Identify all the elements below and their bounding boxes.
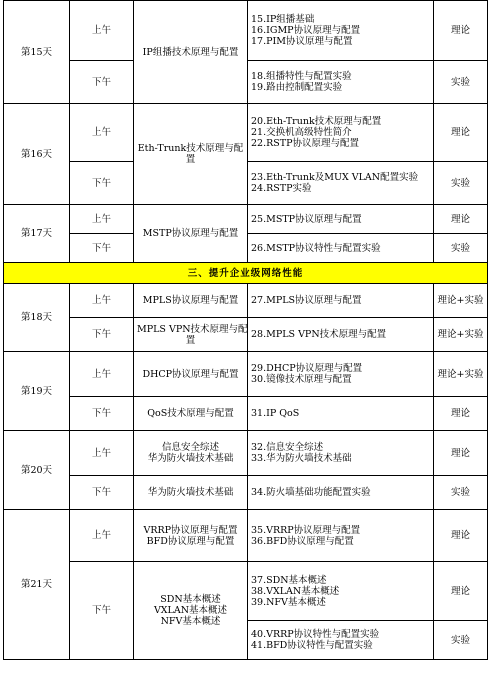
topic-line: 41.BFD协议特性与配置实验 [251, 640, 373, 651]
session-type: 理论+实验 [434, 352, 488, 397]
session-time: 下午 [70, 476, 134, 510]
course-line: 华为防火墙技术基础 [147, 487, 234, 498]
session-time: 下午 [70, 162, 134, 205]
day-label: 第16天 [4, 104, 70, 205]
course-line: NFV基本概述 [160, 616, 221, 627]
topic-list [248, 61, 434, 104]
day-label: 第17天 [4, 205, 70, 263]
topic-line: 16.IGMP协议原理与配置 [251, 25, 361, 36]
topic-line: 18.组播特性与配置实验 [251, 71, 352, 82]
course-line: VRRP协议原理与配置 [143, 524, 238, 536]
session-type: 理论 [434, 510, 488, 562]
topic-line: 26.MSTP协议特性与配置实验 [251, 242, 381, 254]
schedule-row [4, 476, 488, 510]
course-line: DHCP协议原理与配置 [142, 368, 239, 380]
section-header-row [4, 263, 488, 284]
day-label: 第19天 [4, 352, 70, 431]
session-time: 上午 [70, 1, 134, 61]
course-line: MPLS VPN技术原理与配 [137, 323, 248, 335]
topic-list [248, 162, 434, 205]
course-name [134, 510, 248, 562]
course-line: SDN基本概述 [160, 594, 221, 605]
topic-line: 22.RSTP协议原理与配置 [251, 138, 359, 149]
topic-list [248, 476, 434, 510]
topic-line: 27.MPLS协议原理与配置 [251, 295, 362, 306]
topic-list [248, 431, 434, 476]
topic-list [248, 205, 434, 234]
topic-line: 28.MPLS VPN技术原理与配置 [251, 329, 387, 340]
session-time: 下午 [70, 562, 134, 660]
session-type: 理论 [434, 205, 488, 234]
session-time: 上午 [70, 205, 134, 234]
session-type: 理论 [434, 397, 488, 431]
topic-line: 15.IP组播基础 [251, 14, 315, 25]
course-line: QoS技术原理与配置 [147, 408, 234, 419]
course-line: VXLAN基本概述 [153, 605, 228, 616]
topic-list [248, 104, 434, 162]
session-time: 上午 [70, 284, 134, 318]
topic-line: 39.NFV基本概述 [251, 596, 326, 608]
course-name [134, 431, 248, 476]
course-name [134, 284, 248, 318]
schedule-row [4, 284, 488, 318]
course-name [134, 352, 248, 397]
schedule-row [4, 431, 488, 476]
session-type: 理论 [434, 431, 488, 476]
topic-list [248, 352, 434, 397]
course-name [134, 104, 248, 205]
topic-list [248, 621, 434, 660]
topic-line: 25.MSTP协议原理与配置 [251, 213, 362, 225]
session-type: 实验 [434, 162, 488, 205]
topic-list [248, 318, 434, 352]
session-type: 理论+实验 [434, 318, 488, 352]
course-name [134, 1, 248, 104]
topic-line: 31.IP QoS [251, 408, 300, 419]
course-line: IP组播技术原理与配置 [142, 46, 239, 58]
topic-line: 24.RSTP实验 [251, 183, 312, 194]
day-label: 第18天 [4, 284, 70, 352]
topic-line: 35.VRRP协议原理与配置 [251, 524, 361, 536]
topic-line: 30.镜像技术原理与配置 [251, 374, 352, 385]
topic-line: 36.BFD协议原理与配置 [251, 535, 354, 547]
session-type: 实验 [434, 234, 488, 263]
course-line: BFD协议原理与配置 [146, 535, 235, 547]
topic-line: 34.防火墙基础功能配置实验 [251, 487, 371, 498]
session-time: 上午 [70, 352, 134, 397]
session-time: 下午 [70, 234, 134, 263]
topic-list [248, 510, 434, 562]
course-line: 置 [185, 334, 196, 346]
session-type: 理论+实验 [434, 284, 488, 318]
topic-list [248, 234, 434, 263]
course-line: MSTP协议原理与配置 [142, 228, 239, 239]
course-name [134, 205, 248, 263]
schedule-row [4, 1, 488, 61]
schedule-row [4, 318, 488, 352]
topic-line: 33.华为防火墙技术基础 [251, 453, 352, 464]
day-label: 第21天 [4, 510, 70, 660]
course-name [134, 318, 248, 352]
course-name [134, 397, 248, 431]
course-name [134, 476, 248, 510]
session-time: 上午 [70, 431, 134, 476]
schedule-row [4, 510, 488, 562]
topic-line: 20.Eth-Trunk技术原理与配置 [251, 116, 382, 127]
schedule-row [4, 397, 488, 431]
course-line: 置 [185, 154, 196, 165]
session-time: 上午 [70, 104, 134, 162]
course-line: 信息安全综述 [161, 442, 219, 453]
session-type: 理论 [434, 1, 488, 61]
schedule-row [4, 104, 488, 162]
session-time: 下午 [70, 318, 134, 352]
section-title: 三、提升企业级网络性能 [4, 263, 488, 284]
course-line: MPLS协议原理与配置 [142, 295, 239, 306]
session-type: 理论 [434, 104, 488, 162]
topic-list [248, 284, 434, 318]
schedule-row [4, 352, 488, 397]
topic-line: 29.DHCP协议原理与配置 [251, 363, 363, 374]
day-label: 第15天 [4, 1, 70, 104]
course-line: Eth-Trunk技术原理与配 [137, 143, 244, 154]
session-time: 下午 [70, 61, 134, 104]
topic-list [248, 562, 434, 621]
topic-list [248, 397, 434, 431]
topic-list [248, 1, 434, 61]
topic-line: 38.VXLAN基本概述 [251, 585, 340, 597]
session-type: 实验 [434, 621, 488, 660]
topic-line: 21.交换机高级特性简介 [251, 127, 352, 138]
topic-line: 23.Eth-Trunk及MUX VLAN配置实验 [251, 172, 419, 183]
schedule-row [4, 562, 488, 621]
topic-line: 19.路由控制配置实验 [251, 82, 343, 93]
session-time: 上午 [70, 510, 134, 562]
session-time: 下午 [70, 397, 134, 431]
course-line: 华为防火墙技术基础 [147, 453, 234, 464]
topic-line: 17.PIM协议原理与配置 [251, 36, 353, 47]
session-type: 理论 [434, 562, 488, 621]
topic-line: 40.VRRP协议特性与配置实验 [251, 629, 380, 640]
session-type: 实验 [434, 61, 488, 104]
day-label: 第20天 [4, 431, 70, 510]
topic-line: 37.SDN基本概述 [251, 574, 327, 586]
topic-line: 32.信息安全综述 [251, 442, 324, 453]
session-type: 实验 [434, 476, 488, 510]
schedule-row [4, 205, 488, 234]
schedule-table [3, 0, 488, 660]
course-name [134, 562, 248, 660]
